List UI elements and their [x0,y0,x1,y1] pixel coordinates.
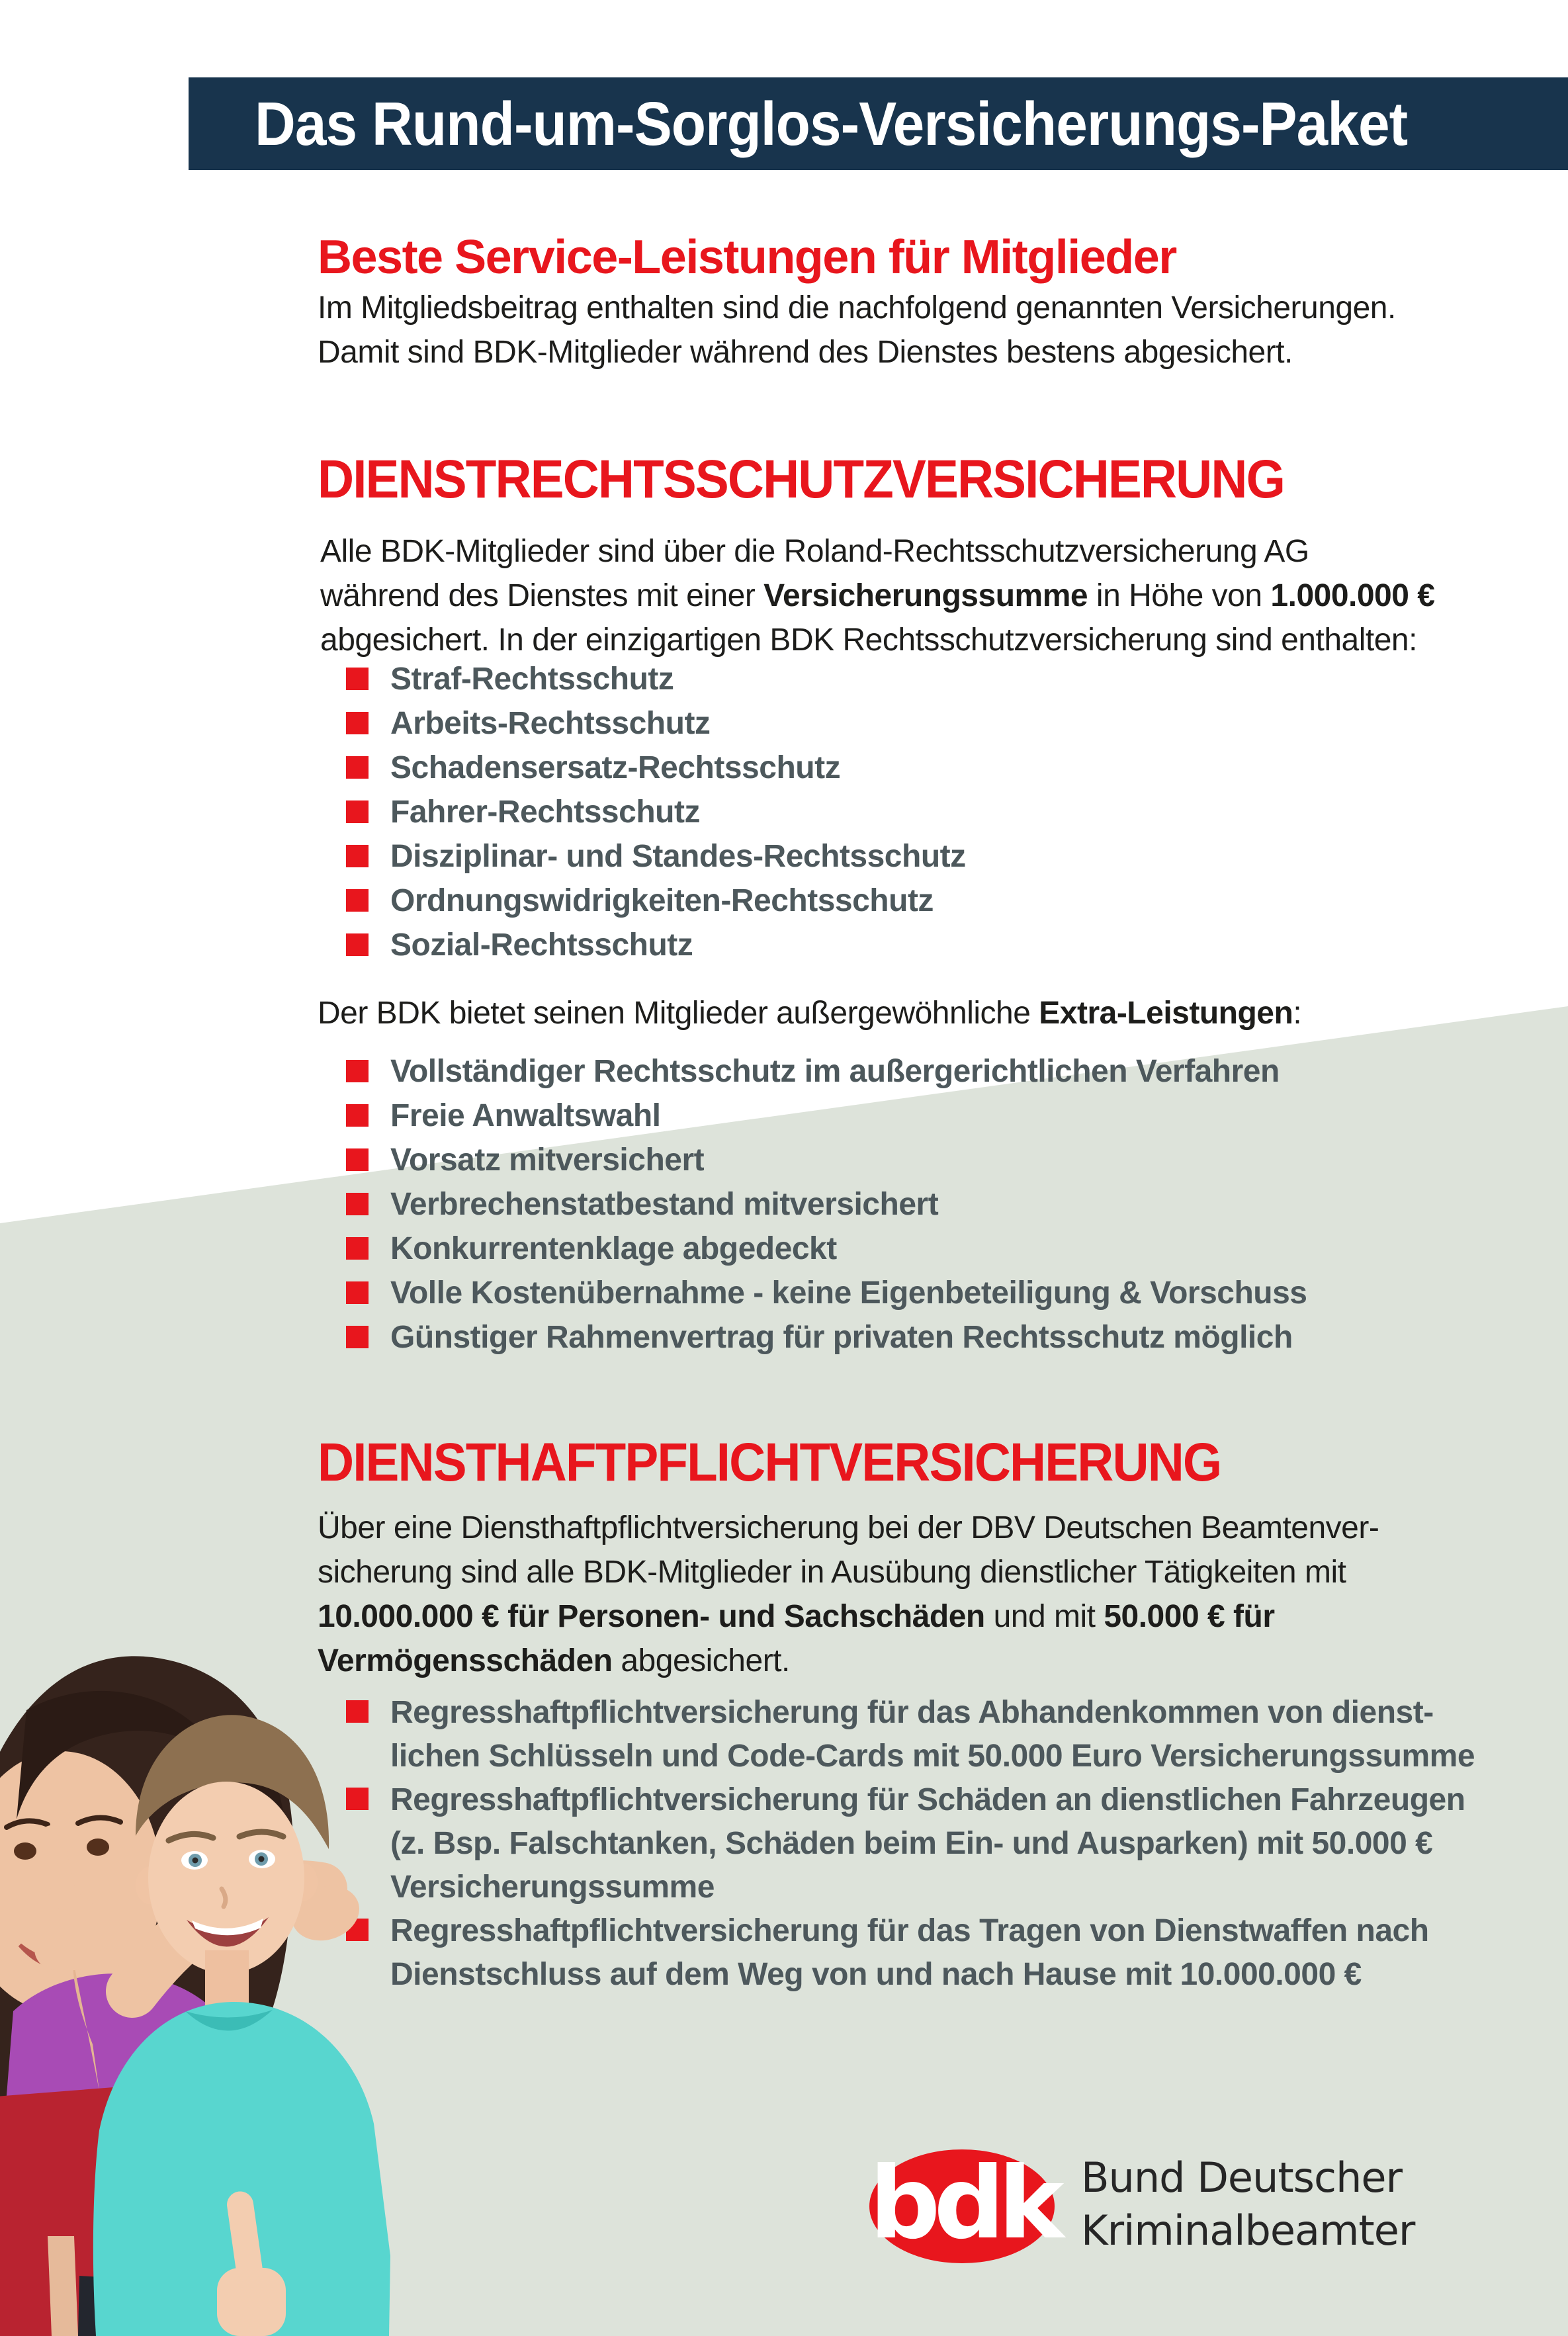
red-square-bullet-icon [346,845,369,867]
list-item [346,1233,1307,1265]
red-square-bullet-icon [346,712,369,734]
text-segment: Der BDK bietet seinen Mitglieder außergewöhnliche [318,996,1039,1031]
list-item [346,797,966,828]
red-square-bullet-icon [346,668,369,690]
page-title: Das Rund-um-Sorglos-Versicherungs-Paket [255,89,1408,158]
red-square-bullet-icon [346,1193,369,1215]
list-item-line: Regresshaftpflichtversicherung für das Abhandenkommen von dienst- [390,1695,1434,1730]
list-item-label: Schadensersatz-Rechtsschutz [390,750,841,785]
list-item-line: Versicherungssumme [390,1870,715,1905]
list-item [346,930,966,961]
haftpflicht-para-line-3 [318,1594,1379,1639]
list-item-label: Ordnungswidrigkeiten-Rechtsschutz [390,883,934,918]
organization-name-line-2: Kriminalbeamter [1081,2206,1415,2255]
list-item-label: Straf-Rechtsschutz [390,662,674,697]
intro-paragraph [318,286,1396,374]
text-segment: in Höhe von [1088,578,1271,613]
text-segment: : [1293,996,1302,1031]
list-item-line: (z. Bsp. Falschtanken, Schäden beim Ein- und Ausparken) mit 50.000 € [390,1826,1433,1861]
red-square-bullet-icon [346,889,369,912]
red-square-bullet-icon [346,1237,369,1260]
list-item [346,664,966,695]
list-item-label: Günstiger Rahmenvertrag für privaten Rechtsschutz möglich [390,1320,1293,1355]
list-item-label: Verbrechenstatbestand mitversichert [390,1187,939,1222]
red-square-bullet-icon [346,1326,369,1348]
thumbs-up-people-photo [0,1588,410,2336]
list-item-label: Arbeits-Rechtsschutz [390,706,711,741]
list-item-label: Volle Kostenübernahme - keine Eigenbeteiligung & Vorschuss [390,1276,1307,1311]
rechtsschutz-paragraph [320,529,1434,662]
list-item-line: Regresshaftpflichtversicherung für Schäden an dienstlichen Fahrzeugen [390,1782,1465,1817]
list-item [346,1145,1307,1176]
text-segment-bold: Versicherungssumme [763,578,1088,613]
list-item [346,841,966,873]
intro-line-2: Damit sind BDK-Mitglieder während des Dienstes bestens abgesichert. [318,335,1293,370]
list-item-label: Vollständiger Rechtsschutz im außergerichtlichen Verfahren [390,1054,1280,1089]
extra-list [346,1056,1307,1366]
haftpflicht-heading: DIENSTHAFTPFLICHTVERSICHERUNG [318,1432,1221,1492]
red-square-bullet-icon [346,1104,369,1127]
rechtsschutz-para-line-2 [320,574,1434,618]
rechtsschutz-list [346,664,966,974]
haftpflicht-para-line-2: sicherung sind alle BDK-Mitglieder in Ausübung dienstlicher Tätigkeiten mit [318,1555,1346,1590]
haftpflicht-para-line-1: Über eine Diensthaftpflichtversicherung bei der DBV Deutschen Beamtenver- [318,1510,1379,1545]
intro-heading: Beste Service-Leistungen für Mitglieder [318,231,1176,284]
rechtsschutz-heading: DIENSTRECHTSSCHUTZVERSICHERUNG [318,449,1285,509]
list-item [346,752,966,784]
text-segment-bold: 1.000.000 € [1270,578,1435,613]
haftpflicht-list [346,1691,1475,1997]
bdk-logo [869,2146,1058,2263]
list-item [346,1277,1307,1309]
red-square-bullet-icon [346,756,369,779]
extra-intro [318,991,1301,1035]
list-item-label: Fahrer-Rechtsschutz [390,795,700,830]
list-item-line: Dienstschluss auf dem Weg von und nach Hause mit 10.000.000 € [390,1957,1362,1992]
list-item-line: Regresshaftpflichtversicherung für das Tragen von Dienstwaffen nach [390,1913,1429,1948]
list-item-line: lichen Schlüsseln und Code-Cards mit 50.000 Euro Versicherungssumme [390,1739,1475,1774]
text-segment-bold: Extra-Leistungen [1039,996,1293,1031]
list-item [346,708,966,740]
haftpflicht-paragraph [318,1506,1379,1683]
text-segment: während des Dienstes mit einer [320,578,764,613]
list-item-label: Sozial-Rechtsschutz [390,928,693,963]
title-banner [189,77,1568,170]
list-item-label: Vorsatz mitversichert [390,1143,705,1178]
list-item-label: Disziplinar- und Standes-Rechtsschutz [390,839,966,874]
list-item-label: Konkurrentenklage abgedeckt [390,1231,837,1266]
list-item [346,1056,1307,1088]
list-item [346,885,966,917]
rechtsschutz-para-line-1: Alle BDK-Mitglieder sind über die Roland-Rechtsschutzversicherung AG [320,534,1309,569]
list-item [346,1322,1307,1354]
red-square-bullet-icon [346,933,369,956]
red-square-bullet-icon [346,1060,369,1082]
red-square-bullet-icon [346,800,369,823]
text-segment-bold: 10.000.000 € für Personen- und Sachschäden [318,1599,985,1634]
organization-name-line-1: Bund Deutscher [1081,2153,1402,2202]
red-square-bullet-icon [346,1281,369,1304]
intro-line-1: Im Mitgliedsbeitrag enthalten sind die nachfolgend genannten Versicherungen. [318,290,1396,325]
list-item [346,1189,1307,1221]
red-square-bullet-icon [346,1148,369,1171]
haftpflicht-para-line-4 [318,1639,1379,1683]
list-item-label: Freie Anwaltswahl [390,1098,661,1133]
rechtsschutz-para-line-3: abgesichert. In der einzigartigen BDK Rechtsschutzversicherung sind enthalten: [320,623,1417,658]
text-segment: abgesichert. [612,1643,790,1678]
organization-name [1081,2151,1415,2257]
text-segment-bold: 50.000 € für [1104,1599,1275,1634]
text-segment: und mit [984,1599,1104,1634]
text-segment-bold: Vermögensschäden [318,1643,613,1678]
bdk-monogram-icon: bdk [869,2146,1058,2261]
list-item [346,1100,1307,1132]
